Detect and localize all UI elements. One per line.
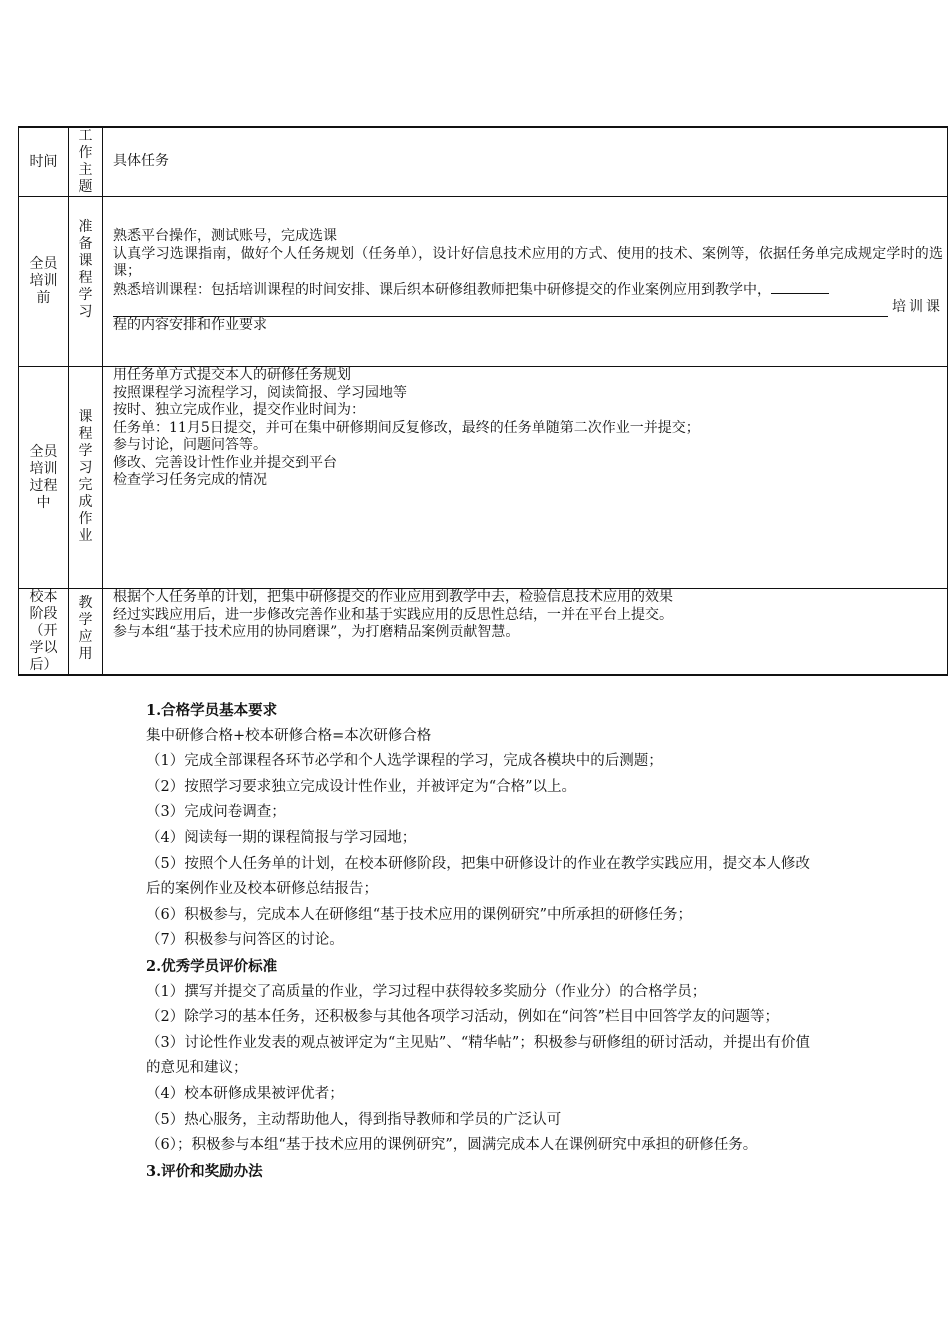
- list-item: （6）积极参与，完成本人在研修组“基于技术应用的课例研究”中所承担的研修任务；: [146, 906, 693, 923]
- task-schedule-table: [18, 126, 948, 676]
- table-row-during-training: [19, 367, 948, 589]
- list-item: （7）积极参与问答区的讨论。: [146, 932, 344, 949]
- row-time-cell: 全员培训前: [19, 197, 69, 367]
- row-theme-cell: 教学应用: [69, 589, 103, 676]
- list-item: （3）完成问卷调查；: [146, 804, 286, 821]
- row-time-cell: 校本阶段（开学以后）: [19, 589, 69, 676]
- row-time-cell: 全员培训过程中: [19, 367, 69, 589]
- table-row-school-stage: [19, 589, 948, 676]
- list-item: （1）完成全部课程各环节必学和个人选学课程的学习，完成各模块中的后测题；: [146, 753, 663, 770]
- section-heading: 3.评价和奖励办法: [146, 1162, 263, 1180]
- row-theme-cell: 课程学习完成作业: [69, 367, 103, 589]
- section-heading: 2.优秀学员评价标准: [146, 957, 278, 975]
- fill-blank: [771, 281, 829, 294]
- list-item: 集中研修合格+校本研修合格=本次研修合格: [146, 727, 432, 744]
- row-task-cell: 用任务单方式提交本人的研修任务规划 按照课程学习流程学习，阅读简报、学习园地等 按时、独立完成作业，提交作业时间为： 任务单：11月5日提交，并可在集中研修期间反复修改，最终的任务单随第二次作业一并提交； 参与讨论，问题问答等。 修改、完善设计性作业并提交到平台 检查学习任务完成的情况: [103, 367, 948, 589]
- list-item: （4）阅读每一期的课程简报与学习园地；: [146, 829, 417, 846]
- list-item: （2）按照学习要求独立完成设计性作业，并被评定为“合格”以上。: [146, 778, 577, 795]
- row-task-cell: 根据个人任务单的计划，把集中研修提交的作业应用到教学中去，检验信息技术应用的效果 经过实践应用后，进一步修改完善作业和基于实践应用的反思性总结，一并在平台上提交。 参与本组“基于技术应用的协同磨课”，为打磨精品案例贡献智慧。: [103, 589, 948, 676]
- header-task-cell: 具体任务: [103, 127, 948, 197]
- section-heading: 1.合格学员基本要求: [146, 702, 278, 719]
- list-item: （3）讨论性作业发表的观点被评定为“主见贴”、“精华帖”；积极参与研修组的研讨活动，并提出有价值的意见和建议；: [146, 1034, 810, 1077]
- header-time-cell: 时间: [19, 127, 69, 197]
- row-theme-cell: 准备课程学习: [69, 197, 103, 367]
- list-item: （6）；积极参与本组“基于技术应用的课例研究”，圆满完成本人在课例研究中承担的研修任务。: [146, 1137, 758, 1154]
- requirements-text: [146, 698, 810, 1184]
- list-item: （2）除学习的基本任务，还积极参与其他各项学习活动，例如在“问答”栏目中回答学友的问题等；: [146, 1009, 780, 1026]
- table-row-before-training: [19, 197, 948, 367]
- row-task-cell: 熟悉平台操作，测试账号，完成选课 认真学习选课指南，做好个人任务规划（任务单），设计好信息技术应用的方式、使用的技术、案例等，依据任务单完成规定学时的选课； 熟悉培训课程：包括培训课程的时间安排、课后织本研修组教师把集中研修提交的作业案例应用到教学中， 培训课 程的内容安排和作业要求: [103, 197, 948, 367]
- list-item: （5）按照个人任务单的计划，在校本研修阶段，把集中研修设计的作业在教学实践应用，提交本人修改后的案例作业及校本研修总结报告；: [146, 855, 810, 898]
- list-item: （5）热心服务，主动帮助他人，得到指导教师和学员的广泛认可: [146, 1111, 562, 1128]
- header-theme-cell: 工作主题: [69, 127, 103, 197]
- fill-blank-line: [113, 302, 888, 317]
- list-item: （1）撰写并提交了高质量的作业，学习过程中获得较多奖励分（作业分）的合格学员；: [146, 983, 707, 1000]
- table-header-row: [19, 127, 948, 197]
- list-item: （4）校本研修成果被评优者；: [146, 1085, 344, 1102]
